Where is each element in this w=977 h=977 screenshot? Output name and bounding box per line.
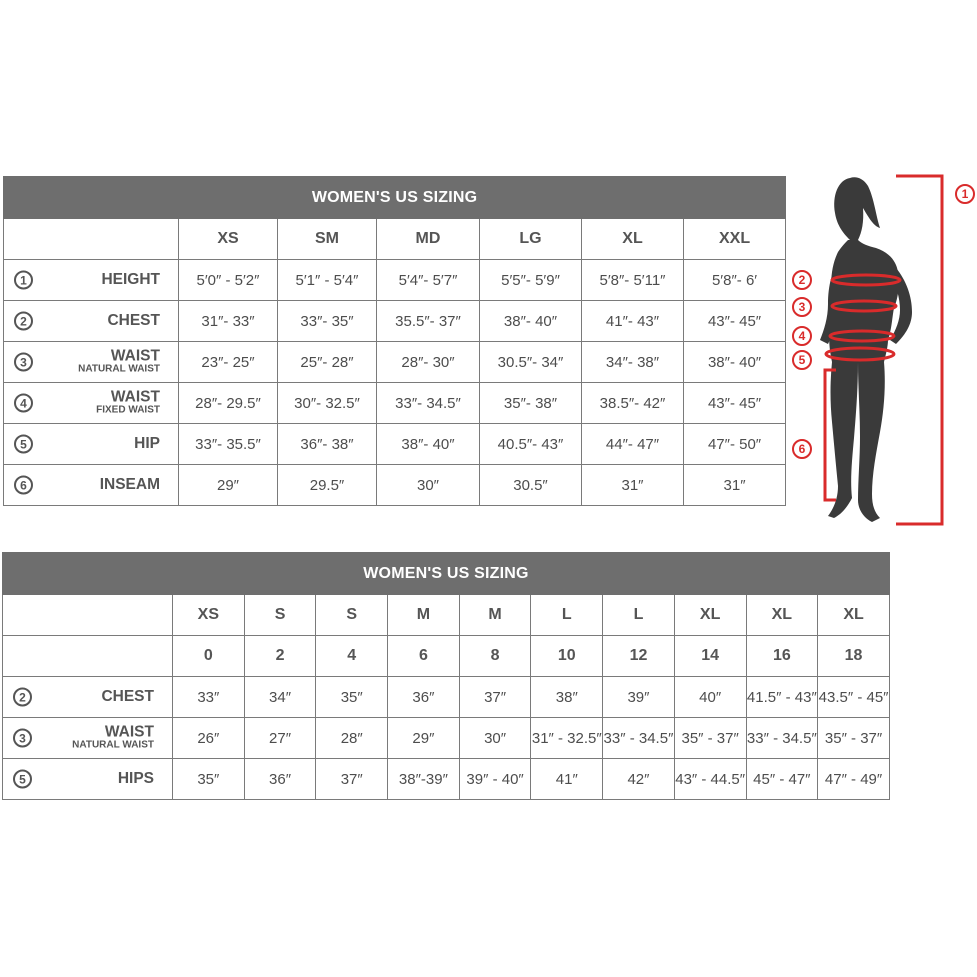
table-cell: 33″ - 34.5″ xyxy=(603,718,675,759)
table-cell: 39″ - 40″ xyxy=(459,759,531,800)
table-cell: 38.5″- 42″ xyxy=(582,383,684,424)
measurement-label xyxy=(72,725,154,752)
table-cell: 36″ xyxy=(388,677,460,718)
size-header: LG xyxy=(480,219,582,260)
measurement-number-icon: 5 xyxy=(13,770,32,789)
table-cell: 47″- 50″ xyxy=(684,424,786,465)
table-cell: 30.5″ xyxy=(480,465,582,506)
measurement-number-icon: 4 xyxy=(14,394,33,413)
head-shape xyxy=(834,177,880,240)
height-line xyxy=(896,176,942,524)
table-cell: 36″- 38″ xyxy=(278,424,377,465)
table-cell: 33″- 34.5″ xyxy=(377,383,480,424)
leg-left xyxy=(828,362,858,518)
measurement-number-icon: 3 xyxy=(14,353,33,372)
measurement-subtitle: FIXED WAIST xyxy=(96,404,160,416)
table-cell: 35.5″- 37″ xyxy=(377,301,480,342)
table-row xyxy=(4,383,786,424)
table-cell: 30.5″- 34″ xyxy=(480,342,582,383)
size-header: M xyxy=(388,595,460,636)
table-cell: 31″ xyxy=(582,465,684,506)
table-row xyxy=(4,424,786,465)
measurement-name: HEIGHT xyxy=(101,270,160,288)
leg-right xyxy=(858,362,885,522)
table-cell: 29″ xyxy=(179,465,278,506)
measurement-label xyxy=(134,436,160,452)
size-number-header: 6 xyxy=(388,636,460,677)
marker-label: 4 xyxy=(798,329,806,343)
size-number-header: 2 xyxy=(244,636,316,677)
measurement-number-icon: 2 xyxy=(14,312,33,331)
size-number-header: 12 xyxy=(603,636,675,677)
size-number-header: 10 xyxy=(531,636,603,677)
table-cell: 5′5″- 5′9″ xyxy=(480,260,582,301)
size-number-header: 0 xyxy=(173,636,245,677)
table-title: WOMEN'S US SIZING xyxy=(3,553,890,595)
table-row xyxy=(4,301,786,342)
table-cell: 34″- 38″ xyxy=(582,342,684,383)
table-cell: 37″ xyxy=(459,677,531,718)
table-cell: 38″-39″ xyxy=(388,759,460,800)
size-header: L xyxy=(531,595,603,636)
size-number-header: 4 xyxy=(316,636,388,677)
table-cell: 41″- 43″ xyxy=(582,301,684,342)
size-header-row xyxy=(3,595,890,636)
size-header: XL xyxy=(746,595,818,636)
empty-header-cell xyxy=(3,595,173,636)
table-row xyxy=(4,465,786,506)
table-cell: 25″- 28″ xyxy=(278,342,377,383)
table-cell: 33″ xyxy=(173,677,245,718)
table-cell: 41.5″ - 43″ xyxy=(746,677,818,718)
table-cell: 35″ - 37″ xyxy=(818,718,890,759)
measurement-label xyxy=(100,477,160,493)
measurement-label-cell xyxy=(4,424,179,465)
table-cell: 31″- 33″ xyxy=(179,301,278,342)
table-cell: 27″ xyxy=(244,718,316,759)
table-cell: 41″ xyxy=(531,759,603,800)
measurement-label-cell xyxy=(4,465,179,506)
measurement-number-icon: 2 xyxy=(13,688,32,707)
size-header: XS xyxy=(173,595,245,636)
table-cell: 37″ xyxy=(316,759,388,800)
marker-label: 3 xyxy=(798,300,806,314)
measurement-name: WAIST xyxy=(110,388,160,406)
table-cell: 36″ xyxy=(244,759,316,800)
size-header: M xyxy=(459,595,531,636)
size-header: XL xyxy=(582,219,684,260)
measurement-label-cell xyxy=(4,342,179,383)
measurement-name: CHEST xyxy=(101,687,154,705)
measurement-label xyxy=(78,349,160,376)
measurement-name: HIP xyxy=(134,434,160,452)
marker-label: 6 xyxy=(798,442,806,456)
size-number-header: 18 xyxy=(818,636,890,677)
size-number-header: 14 xyxy=(674,636,746,677)
marker-label: 2 xyxy=(798,273,806,287)
size-chart-table-primary xyxy=(3,176,786,506)
measurement-subtitle: NATURAL WAIST xyxy=(72,739,154,751)
table-cell: 47″ - 49″ xyxy=(818,759,890,800)
table-cell: 33″- 35″ xyxy=(278,301,377,342)
measurement-number-icon: 5 xyxy=(14,435,33,454)
table-cell: 38″- 40″ xyxy=(377,424,480,465)
table-cell: 44″- 47″ xyxy=(582,424,684,465)
table-row xyxy=(3,718,890,759)
table-cell: 5′0″ - 5′2″ xyxy=(179,260,278,301)
measurement-name: WAIST xyxy=(110,347,160,365)
table-cell: 5′8″- 6′ xyxy=(684,260,786,301)
measurement-name: CHEST xyxy=(107,311,160,329)
size-header-row xyxy=(4,219,786,260)
measurement-label xyxy=(101,272,160,288)
marker-label: 1 xyxy=(961,187,969,201)
measurement-label xyxy=(101,689,154,705)
size-header: XS xyxy=(179,219,278,260)
size-header: XL xyxy=(818,595,890,636)
measurement-name: WAIST xyxy=(104,723,154,741)
measurement-label-cell xyxy=(4,260,179,301)
measurement-label-cell xyxy=(4,301,179,342)
table-cell: 28″ xyxy=(316,718,388,759)
table-cell: 43″ - 44.5″ xyxy=(674,759,746,800)
size-header: MD xyxy=(377,219,480,260)
empty-header-cell xyxy=(3,636,173,677)
size-chart-table-numeric xyxy=(2,552,890,800)
table-cell: 28″- 30″ xyxy=(377,342,480,383)
size-header: L xyxy=(603,595,675,636)
table-cell: 30″ xyxy=(459,718,531,759)
table-cell: 5′8″- 5′11″ xyxy=(582,260,684,301)
table-cell: 30″- 32.5″ xyxy=(278,383,377,424)
table-cell: 35″- 38″ xyxy=(480,383,582,424)
table-cell: 31″ - 32.5″ xyxy=(531,718,603,759)
measurement-name: HIPS xyxy=(117,769,154,787)
measurement-label xyxy=(107,313,160,329)
empty-header-cell xyxy=(4,219,179,260)
table-row xyxy=(4,342,786,383)
size-header: XL xyxy=(674,595,746,636)
table-cell: 40.5″- 43″ xyxy=(480,424,582,465)
table-cell: 38″- 40″ xyxy=(684,342,786,383)
table-title: WOMEN'S US SIZING xyxy=(4,177,786,219)
size-header: S xyxy=(244,595,316,636)
table-cell: 35″ xyxy=(173,759,245,800)
size-header: XXL xyxy=(684,219,786,260)
measurement-label xyxy=(96,390,160,417)
table-cell: 40″ xyxy=(674,677,746,718)
measurement-number-icon: 6 xyxy=(14,476,33,495)
marker-label: 5 xyxy=(798,353,806,367)
table-cell: 28″- 29.5″ xyxy=(179,383,278,424)
measurement-label-cell xyxy=(3,759,173,800)
size-header: S xyxy=(316,595,388,636)
measurement-label-cell xyxy=(3,718,173,759)
size-number-header: 16 xyxy=(746,636,818,677)
table-cell: 38″- 40″ xyxy=(480,301,582,342)
size-number-header: 8 xyxy=(459,636,531,677)
measurement-name: INSEAM xyxy=(99,475,160,493)
table-row xyxy=(3,759,890,800)
size-number-row xyxy=(3,636,890,677)
table-cell: 34″ xyxy=(244,677,316,718)
table-cell: 29″ xyxy=(388,718,460,759)
table-cell: 39″ xyxy=(603,677,675,718)
table-cell: 43″- 45″ xyxy=(684,301,786,342)
table-row xyxy=(3,677,890,718)
table-cell: 33″ - 34.5″ xyxy=(746,718,818,759)
measurement-subtitle: NATURAL WAIST xyxy=(78,363,160,375)
table-cell: 26″ xyxy=(173,718,245,759)
table-cell: 38″ xyxy=(531,677,603,718)
table-row xyxy=(4,260,786,301)
size-header: SM xyxy=(278,219,377,260)
table-cell: 42″ xyxy=(603,759,675,800)
table-cell: 43.5″ - 45″ xyxy=(818,677,890,718)
table-cell: 43″- 45″ xyxy=(684,383,786,424)
table-cell: 35″ xyxy=(316,677,388,718)
table-cell: 5′1″ - 5′4″ xyxy=(278,260,377,301)
measurement-number-icon: 3 xyxy=(13,729,32,748)
measurement-label-cell xyxy=(4,383,179,424)
table-cell: 45″ - 47″ xyxy=(746,759,818,800)
table-cell: 33″- 35.5″ xyxy=(179,424,278,465)
table-cell: 30″ xyxy=(377,465,480,506)
body-measurement-figure xyxy=(788,168,977,534)
table-cell: 29.5″ xyxy=(278,465,377,506)
measurement-label-cell xyxy=(3,677,173,718)
table-cell: 5′4″- 5′7″ xyxy=(377,260,480,301)
table-cell: 23″- 25″ xyxy=(179,342,278,383)
table-cell: 31″ xyxy=(684,465,786,506)
table-cell: 35″ - 37″ xyxy=(674,718,746,759)
measurement-number-icon: 1 xyxy=(14,271,33,290)
measurement-label xyxy=(118,771,154,787)
